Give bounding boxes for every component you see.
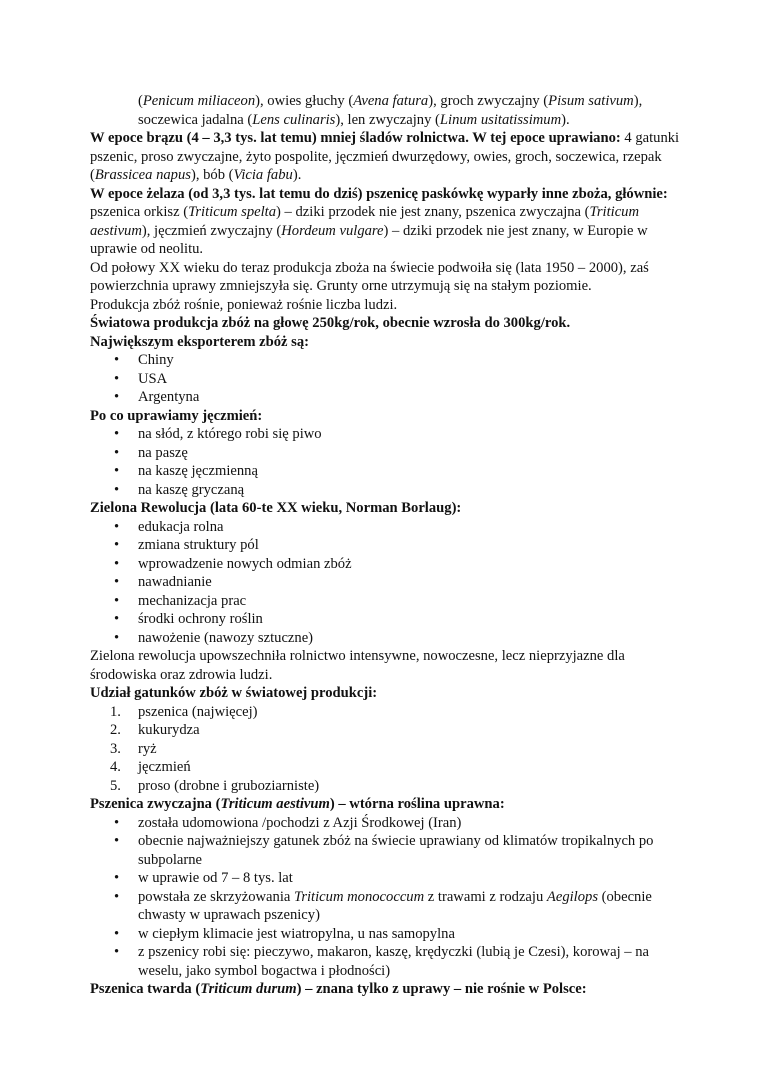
document-body xyxy=(90,92,680,999)
text: ), len zwyczajny ( xyxy=(335,111,440,128)
latin-name: Triticum spelta xyxy=(188,204,277,220)
list-item xyxy=(90,777,680,796)
barley-list xyxy=(90,425,680,499)
latin-name: Avena fatura xyxy=(353,93,429,109)
list-number: 5. xyxy=(110,777,121,794)
list-item xyxy=(90,721,680,740)
share-list xyxy=(90,703,680,796)
intro-line-2 xyxy=(90,111,680,130)
green-revolution-list xyxy=(90,518,680,648)
text: Pszenica zwyczajna ( xyxy=(90,796,221,812)
latin-name: Linum usitatissimum xyxy=(439,111,562,128)
exporters-heading: Największym eksporterem zbóż są: xyxy=(90,333,309,350)
text: ) – dziki przodek nie jest znany, pszenica zwyczajna ( xyxy=(276,204,590,220)
text: jęczmień xyxy=(138,759,191,775)
latin-name: Brassicea napus xyxy=(94,167,191,183)
text: Pszenica twarda ( xyxy=(90,981,201,997)
text: powstała ze skrzyżowania xyxy=(138,888,295,905)
list-item xyxy=(90,758,680,777)
latin-name: Hordeum vulgare xyxy=(281,222,384,239)
list-item: • na kaszę gryczaną xyxy=(90,481,680,500)
barley-heading: Po co uprawiamy jęczmień: xyxy=(90,407,263,424)
text: z trawami z rodzaju xyxy=(424,888,547,905)
list-item: • w ciepłym klimacie jest wiatropylna, u nas samopylna xyxy=(90,925,680,944)
list-item: • mechanizacja prac xyxy=(90,592,680,611)
text: ) – wtórna roślina uprawna: xyxy=(329,796,505,812)
exporters-list xyxy=(90,351,680,407)
durum-wheat-heading xyxy=(90,980,680,999)
list-item: • została udomowiona /pochodzi z Azji Środkowej (Iran) xyxy=(90,814,680,833)
text: ), bób ( xyxy=(190,167,234,183)
text: ) – znana tylko z uprawy – nie rośnie w Polsce: xyxy=(296,981,587,997)
list-item: • na paszę xyxy=(90,444,680,463)
list-item: • na kaszę jęczmienną xyxy=(90,462,680,481)
list-item: • środki ochrony roślin xyxy=(90,610,680,629)
text: ryż xyxy=(138,740,157,757)
text: ), xyxy=(633,93,643,109)
text: ), owies głuchy ( xyxy=(255,93,354,109)
text: soczewica jadalna ( xyxy=(138,111,253,128)
text: proso (drobne i gruboziarniste) xyxy=(138,777,320,794)
list-item: • USA xyxy=(90,370,680,389)
bronze-age-heading: W epoce brązu (4 – 3,3 tys. lat temu) mniej śladów rolnictwa. W tej epoce uprawiano: xyxy=(90,130,621,146)
production-paragraph: Od połowy XX wieku do teraz produkcja zboża na świecie podwoiła się (lata 1950 – 2000), zaś powierzchnia uprawy zmniejszyła się. Grunty orne utrzymują się na stałym poziomie. xyxy=(90,259,649,294)
list-item: • Chiny xyxy=(90,351,680,370)
latin-name: Triticum durum xyxy=(200,981,297,997)
world-production-heading: Światowa produkcja zbóż na głowę 250kg/rok, obecnie wzrosła do 300kg/rok. xyxy=(90,315,571,331)
iron-age-paragraph xyxy=(90,185,680,259)
list-item: • Argentyna xyxy=(90,388,680,407)
list-item xyxy=(90,703,680,722)
green-revolution-heading: Zielona Rewolucja (lata 60-te XX wieku, Norman Borlaug): xyxy=(90,500,462,516)
list-item: • obecnie najważniejszy gatunek zbóż na świecie uprawiany od klimatów tropikalnych po subpolarne xyxy=(90,832,680,869)
latin-name: Triticum monococcum xyxy=(294,888,425,905)
list-item: • z pszenicy robi się: pieczywo, makaron, kaszę, krędyczki (lubią je Czesi), korowaj – na weselu, jako symbol bogactwa i płodności) xyxy=(90,943,680,980)
list-number: 1. xyxy=(110,703,121,720)
common-wheat-list xyxy=(90,814,680,981)
list-item: • nawożenie (nawozy sztuczne) xyxy=(90,629,680,648)
list-item: • w uprawie od 7 – 8 tys. lat xyxy=(90,869,680,888)
bronze-age-paragraph xyxy=(90,129,680,185)
list-item: • zmiana struktury pól xyxy=(90,536,680,555)
list-item: • nawadnianie xyxy=(90,573,680,592)
list-number: 3. xyxy=(110,740,121,757)
share-heading: Udział gatunków zbóż w światowej produkcji: xyxy=(90,685,378,701)
latin-name: Pisum sativum xyxy=(548,93,634,109)
text: ( xyxy=(138,93,143,109)
latin-name: Lens culinaris xyxy=(252,111,336,128)
text: ). xyxy=(292,167,302,183)
list-item xyxy=(90,740,680,759)
common-wheat-heading xyxy=(90,795,680,814)
latin-name: Vicia fabu xyxy=(233,167,293,183)
text: kukurydza xyxy=(138,722,200,738)
latin-name: Penicum miliaceon xyxy=(142,93,256,109)
latin-name: Triticum aestivum xyxy=(90,204,640,239)
text: pszenica (najwięcej) xyxy=(138,703,258,720)
text: pszenica orkisz ( xyxy=(90,204,189,220)
text: ), groch zwyczajny ( xyxy=(428,93,549,109)
list-item: • edukacja rolna xyxy=(90,518,680,537)
text: 4 gatunki pszenic, proso zwyczajne, żyto pospolite, jęczmień dwurzędowy, owies, groch, soczewica, rzepak ( xyxy=(90,130,680,183)
text: (obecnie chwasty w uprawach pszenicy) xyxy=(138,888,652,923)
text: ) – dziki przodek nie jest znany, w Europie w uprawie od neolitu. xyxy=(90,222,648,257)
production-growth-line: Produkcja zbóż rośnie, ponieważ rośnie liczba ludzi. xyxy=(90,296,398,313)
list-item xyxy=(90,888,680,925)
list-item: • wprowadzenie nowych odmian zbóż xyxy=(90,555,680,574)
latin-name: Aegilops xyxy=(546,888,598,905)
text: ). xyxy=(561,111,570,128)
text: ), jęczmień zwyczajny ( xyxy=(141,222,282,239)
list-number: 2. xyxy=(110,722,121,738)
intro-line-1 xyxy=(90,92,680,111)
iron-age-heading: W epoce żelaza (od 3,3 tys. lat temu do dziś) pszenicę paskówkę wyparły inne zboża, głównie: xyxy=(90,185,668,202)
list-number: 4. xyxy=(110,759,121,775)
latin-name: Triticum aestivum xyxy=(220,796,330,812)
list-item: • na słód, z którego robi się piwo xyxy=(90,425,680,444)
green-revolution-summary: Zielona rewolucja upowszechniła rolnictwo intensywne, nowoczesne, lecz nieprzyjazne dla środowiska oraz zdrowia ludzi. xyxy=(90,648,625,683)
